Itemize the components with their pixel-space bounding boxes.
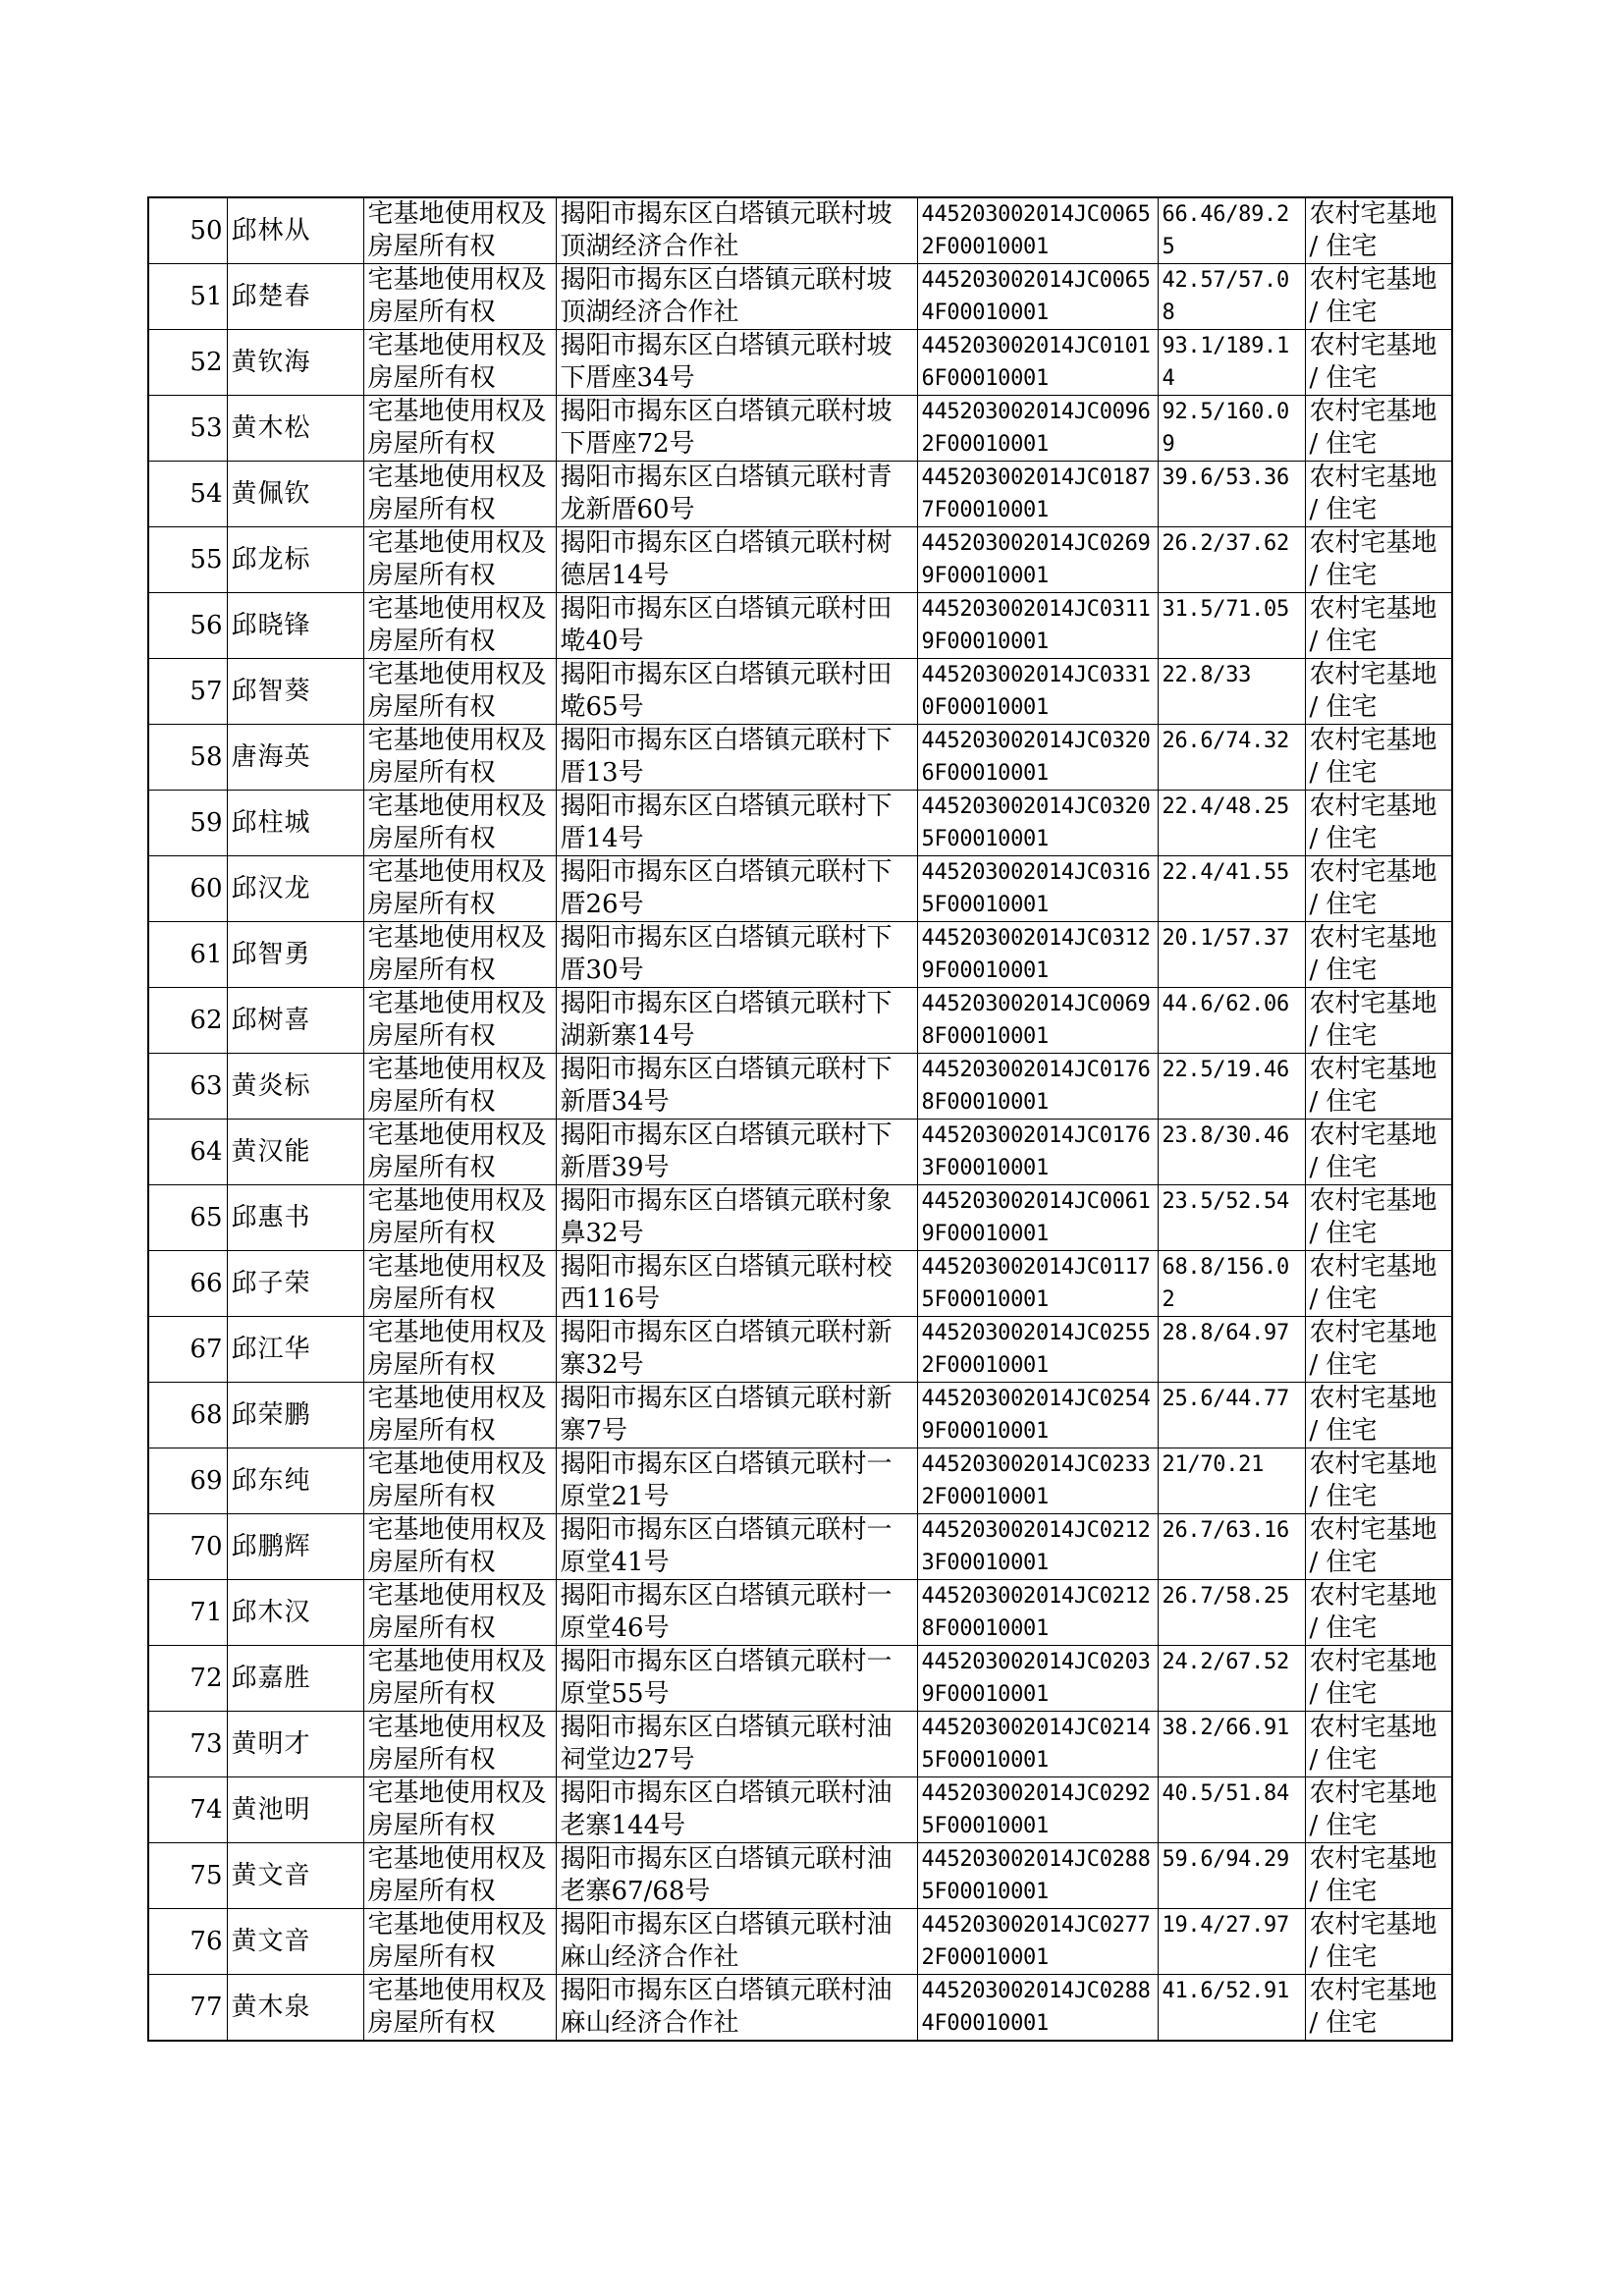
owner-name: 唐海英	[227, 725, 363, 791]
land-usage: 农村宅基地 / 住宅	[1305, 1909, 1452, 1975]
land-usage: 农村宅基地 / 住宅	[1305, 330, 1452, 396]
row-number: 64	[148, 1120, 227, 1185]
owner-name: 黄明才	[227, 1712, 363, 1777]
right-type: 宅基地使用权及房屋所有权	[363, 1843, 556, 1909]
certificate-number: 445203002014JC03206F00010001	[917, 725, 1158, 791]
table-body	[148, 197, 1452, 2041]
table-row	[148, 1777, 1452, 1843]
land-usage: 农村宅基地 / 住宅	[1305, 1843, 1452, 1909]
land-usage: 农村宅基地 / 住宅	[1305, 1054, 1452, 1120]
property-address: 揭阳市揭东区白塔镇元联村树德居14号	[556, 527, 917, 593]
certificate-number: 445203002014JC01016F00010001	[917, 330, 1158, 396]
right-type: 宅基地使用权及房屋所有权	[363, 1514, 556, 1580]
owner-name: 黄文音	[227, 1909, 363, 1975]
table-row	[148, 725, 1452, 791]
property-address: 揭阳市揭东区白塔镇元联村一原堂21号	[556, 1448, 917, 1514]
row-number: 65	[148, 1185, 227, 1251]
right-type: 宅基地使用权及房屋所有权	[363, 1909, 556, 1975]
owner-name: 邱江华	[227, 1317, 363, 1383]
registration-table	[147, 196, 1453, 2042]
certificate-number: 445203002014JC02549F00010001	[917, 1383, 1158, 1448]
table-row	[148, 1909, 1452, 1975]
land-usage: 农村宅基地 / 住宅	[1305, 1777, 1452, 1843]
owner-name: 邱龙标	[227, 527, 363, 593]
land-usage: 农村宅基地 / 住宅	[1305, 1448, 1452, 1514]
row-number: 60	[148, 856, 227, 922]
right-type: 宅基地使用权及房屋所有权	[363, 988, 556, 1054]
certificate-number: 445203002014JC02699F00010001	[917, 527, 1158, 593]
table-row	[148, 593, 1452, 659]
owner-name: 邱智勇	[227, 922, 363, 988]
owner-name: 黄汉能	[227, 1120, 363, 1185]
area-value: 26.7/58.25	[1158, 1580, 1305, 1646]
certificate-number: 445203002014JC00962F00010001	[917, 396, 1158, 462]
table-row	[148, 1843, 1452, 1909]
area-value: 39.6/53.36	[1158, 462, 1305, 527]
row-number: 56	[148, 593, 227, 659]
certificate-number: 445203002014JC02128F00010001	[917, 1580, 1158, 1646]
right-type: 宅基地使用权及房屋所有权	[363, 264, 556, 330]
table-row	[148, 791, 1452, 856]
property-address: 揭阳市揭东区白塔镇元联村象鼻32号	[556, 1185, 917, 1251]
table-row	[148, 1120, 1452, 1185]
certificate-number: 445203002014JC03129F00010001	[917, 922, 1158, 988]
owner-name: 邱子荣	[227, 1251, 363, 1317]
owner-name: 邱荣鹏	[227, 1383, 363, 1448]
land-usage: 农村宅基地 / 住宅	[1305, 462, 1452, 527]
row-number: 51	[148, 264, 227, 330]
owner-name: 黄木泉	[227, 1975, 363, 2042]
property-address: 揭阳市揭东区白塔镇元联村下厝30号	[556, 922, 917, 988]
property-address: 揭阳市揭东区白塔镇元联村油麻山经济合作社	[556, 1975, 917, 2042]
certificate-number: 445203002014JC02123F00010001	[917, 1514, 1158, 1580]
right-type: 宅基地使用权及房屋所有权	[363, 396, 556, 462]
table-row	[148, 527, 1452, 593]
property-address: 揭阳市揭东区白塔镇元联村坡顶湖经济合作社	[556, 264, 917, 330]
certificate-number: 445203002014JC00652F00010001	[917, 197, 1158, 264]
property-address: 揭阳市揭东区白塔镇元联村下湖新寨14号	[556, 988, 917, 1054]
right-type: 宅基地使用权及房屋所有权	[363, 725, 556, 791]
land-usage: 农村宅基地 / 住宅	[1305, 791, 1452, 856]
certificate-number: 445203002014JC00619F00010001	[917, 1185, 1158, 1251]
area-value: 59.6/94.29	[1158, 1843, 1305, 1909]
row-number: 59	[148, 791, 227, 856]
table-row	[148, 1251, 1452, 1317]
row-number: 58	[148, 725, 227, 791]
table-row	[148, 922, 1452, 988]
owner-name: 黄池明	[227, 1777, 363, 1843]
owner-name: 黄炎标	[227, 1054, 363, 1120]
table-row	[148, 1185, 1452, 1251]
area-value: 26.7/63.16	[1158, 1514, 1305, 1580]
right-type: 宅基地使用权及房屋所有权	[363, 1185, 556, 1251]
certificate-number: 445203002014JC03310F00010001	[917, 659, 1158, 725]
area-value: 23.5/52.54	[1158, 1185, 1305, 1251]
row-number: 66	[148, 1251, 227, 1317]
area-value: 22.5/19.46	[1158, 1054, 1305, 1120]
right-type: 宅基地使用权及房屋所有权	[363, 791, 556, 856]
row-number: 75	[148, 1843, 227, 1909]
area-value: 26.6/74.32	[1158, 725, 1305, 791]
row-number: 62	[148, 988, 227, 1054]
area-value: 38.2/66.91	[1158, 1712, 1305, 1777]
row-number: 61	[148, 922, 227, 988]
right-type: 宅基地使用权及房屋所有权	[363, 462, 556, 527]
table-row	[148, 1646, 1452, 1712]
area-value: 93.1/189.14	[1158, 330, 1305, 396]
owner-name: 邱嘉胜	[227, 1646, 363, 1712]
land-usage: 农村宅基地 / 住宅	[1305, 264, 1452, 330]
right-type: 宅基地使用权及房屋所有权	[363, 1975, 556, 2042]
certificate-number: 445203002014JC03119F00010001	[917, 593, 1158, 659]
certificate-number: 445203002014JC00698F00010001	[917, 988, 1158, 1054]
land-usage: 农村宅基地 / 住宅	[1305, 1975, 1452, 2042]
certificate-number: 445203002014JC02145F00010001	[917, 1712, 1158, 1777]
table-row	[148, 988, 1452, 1054]
row-number: 52	[148, 330, 227, 396]
land-usage: 农村宅基地 / 住宅	[1305, 922, 1452, 988]
table-row	[148, 264, 1452, 330]
right-type: 宅基地使用权及房屋所有权	[363, 197, 556, 264]
property-address: 揭阳市揭东区白塔镇元联村油祠堂边27号	[556, 1712, 917, 1777]
table-row	[148, 1317, 1452, 1383]
table-row	[148, 1712, 1452, 1777]
row-number: 73	[148, 1712, 227, 1777]
property-address: 揭阳市揭东区白塔镇元联村一原堂41号	[556, 1514, 917, 1580]
area-value: 24.2/67.52	[1158, 1646, 1305, 1712]
owner-name: 黄文音	[227, 1843, 363, 1909]
right-type: 宅基地使用权及房屋所有权	[363, 1646, 556, 1712]
area-value: 28.8/64.97	[1158, 1317, 1305, 1383]
area-value: 66.46/89.25	[1158, 197, 1305, 264]
row-number: 76	[148, 1909, 227, 1975]
right-type: 宅基地使用权及房屋所有权	[363, 330, 556, 396]
certificate-number: 445203002014JC01877F00010001	[917, 462, 1158, 527]
row-number: 55	[148, 527, 227, 593]
area-value: 20.1/57.37	[1158, 922, 1305, 988]
table-row	[148, 1580, 1452, 1646]
table-row	[148, 330, 1452, 396]
right-type: 宅基地使用权及房屋所有权	[363, 1580, 556, 1646]
row-number: 63	[148, 1054, 227, 1120]
land-usage: 农村宅基地 / 住宅	[1305, 1120, 1452, 1185]
property-address: 揭阳市揭东区白塔镇元联村新寨32号	[556, 1317, 917, 1383]
land-usage: 农村宅基地 / 住宅	[1305, 1251, 1452, 1317]
table-row	[148, 396, 1452, 462]
land-usage: 农村宅基地 / 住宅	[1305, 1712, 1452, 1777]
area-value: 23.8/30.46	[1158, 1120, 1305, 1185]
certificate-number: 445203002014JC02925F00010001	[917, 1777, 1158, 1843]
owner-name: 邱汉龙	[227, 856, 363, 922]
land-usage: 农村宅基地 / 住宅	[1305, 396, 1452, 462]
right-type: 宅基地使用权及房屋所有权	[363, 659, 556, 725]
property-address: 揭阳市揭东区白塔镇元联村下新厝34号	[556, 1054, 917, 1120]
land-usage: 农村宅基地 / 住宅	[1305, 1514, 1452, 1580]
certificate-number: 445203002014JC02332F00010001	[917, 1448, 1158, 1514]
right-type: 宅基地使用权及房屋所有权	[363, 1448, 556, 1514]
area-value: 22.8/33	[1158, 659, 1305, 725]
certificate-number: 445203002014JC03165F00010001	[917, 856, 1158, 922]
property-address: 揭阳市揭东区白塔镇元联村田墘65号	[556, 659, 917, 725]
right-type: 宅基地使用权及房屋所有权	[363, 593, 556, 659]
owner-name: 邱楚春	[227, 264, 363, 330]
owner-name: 邱东纯	[227, 1448, 363, 1514]
land-usage: 农村宅基地 / 住宅	[1305, 1317, 1452, 1383]
land-usage: 农村宅基地 / 住宅	[1305, 725, 1452, 791]
area-value: 40.5/51.84	[1158, 1777, 1305, 1843]
certificate-number: 445203002014JC01175F00010001	[917, 1251, 1158, 1317]
area-value: 42.57/57.08	[1158, 264, 1305, 330]
table-row	[148, 462, 1452, 527]
row-number: 77	[148, 1975, 227, 2042]
row-number: 54	[148, 462, 227, 527]
right-type: 宅基地使用权及房屋所有权	[363, 1120, 556, 1185]
table-row	[148, 1975, 1452, 2042]
land-usage: 农村宅基地 / 住宅	[1305, 856, 1452, 922]
property-address: 揭阳市揭东区白塔镇元联村下厝14号	[556, 791, 917, 856]
row-number: 67	[148, 1317, 227, 1383]
row-number: 70	[148, 1514, 227, 1580]
row-number: 72	[148, 1646, 227, 1712]
area-value: 19.4/27.97	[1158, 1909, 1305, 1975]
land-usage: 农村宅基地 / 住宅	[1305, 659, 1452, 725]
land-usage: 农村宅基地 / 住宅	[1305, 197, 1452, 264]
owner-name: 邱柱城	[227, 791, 363, 856]
certificate-number: 445203002014JC02039F00010001	[917, 1646, 1158, 1712]
property-address: 揭阳市揭东区白塔镇元联村下厝26号	[556, 856, 917, 922]
area-value: 22.4/41.55	[1158, 856, 1305, 922]
land-usage: 农村宅基地 / 住宅	[1305, 988, 1452, 1054]
area-value: 21/70.21	[1158, 1448, 1305, 1514]
row-number: 74	[148, 1777, 227, 1843]
property-address: 揭阳市揭东区白塔镇元联村油老寨144号	[556, 1777, 917, 1843]
property-address: 揭阳市揭东区白塔镇元联村坡下厝座34号	[556, 330, 917, 396]
property-address: 揭阳市揭东区白塔镇元联村坡顶湖经济合作社	[556, 197, 917, 264]
row-number: 69	[148, 1448, 227, 1514]
property-address: 揭阳市揭东区白塔镇元联村新寨7号	[556, 1383, 917, 1448]
table-row	[148, 659, 1452, 725]
property-address: 揭阳市揭东区白塔镇元联村一原堂55号	[556, 1646, 917, 1712]
land-usage: 农村宅基地 / 住宅	[1305, 1185, 1452, 1251]
property-address: 揭阳市揭东区白塔镇元联村下新厝39号	[556, 1120, 917, 1185]
property-address: 揭阳市揭东区白塔镇元联村田墘40号	[556, 593, 917, 659]
certificate-number: 445203002014JC03205F00010001	[917, 791, 1158, 856]
area-value: 41.6/52.91	[1158, 1975, 1305, 2042]
table-row	[148, 1054, 1452, 1120]
land-usage: 农村宅基地 / 住宅	[1305, 1646, 1452, 1712]
owner-name: 黄佩钦	[227, 462, 363, 527]
row-number: 57	[148, 659, 227, 725]
property-address: 揭阳市揭东区白塔镇元联村青龙新厝60号	[556, 462, 917, 527]
area-value: 26.2/37.62	[1158, 527, 1305, 593]
row-number: 71	[148, 1580, 227, 1646]
owner-name: 邱林从	[227, 197, 363, 264]
property-address: 揭阳市揭东区白塔镇元联村坡下厝座72号	[556, 396, 917, 462]
table-row	[148, 1448, 1452, 1514]
land-usage: 农村宅基地 / 住宅	[1305, 593, 1452, 659]
right-type: 宅基地使用权及房屋所有权	[363, 1054, 556, 1120]
row-number: 50	[148, 197, 227, 264]
row-number: 53	[148, 396, 227, 462]
property-address: 揭阳市揭东区白塔镇元联村油老寨67/68号	[556, 1843, 917, 1909]
table-row	[148, 856, 1452, 922]
owner-name: 邱木汉	[227, 1580, 363, 1646]
land-usage: 农村宅基地 / 住宅	[1305, 527, 1452, 593]
land-usage: 农村宅基地 / 住宅	[1305, 1383, 1452, 1448]
property-address: 揭阳市揭东区白塔镇元联村一原堂46号	[556, 1580, 917, 1646]
owner-name: 邱智葵	[227, 659, 363, 725]
area-value: 44.6/62.06	[1158, 988, 1305, 1054]
right-type: 宅基地使用权及房屋所有权	[363, 1777, 556, 1843]
right-type: 宅基地使用权及房屋所有权	[363, 527, 556, 593]
owner-name: 邱惠书	[227, 1185, 363, 1251]
area-value: 92.5/160.09	[1158, 396, 1305, 462]
right-type: 宅基地使用权及房屋所有权	[363, 1383, 556, 1448]
right-type: 宅基地使用权及房屋所有权	[363, 1317, 556, 1383]
right-type: 宅基地使用权及房屋所有权	[363, 1712, 556, 1777]
certificate-number: 445203002014JC01763F00010001	[917, 1120, 1158, 1185]
owner-name: 黄木松	[227, 396, 363, 462]
row-number: 68	[148, 1383, 227, 1448]
area-value: 68.8/156.02	[1158, 1251, 1305, 1317]
right-type: 宅基地使用权及房屋所有权	[363, 1251, 556, 1317]
property-address: 揭阳市揭东区白塔镇元联村油麻山经济合作社	[556, 1909, 917, 1975]
owner-name: 黄钦海	[227, 330, 363, 396]
certificate-number: 445203002014JC02885F00010001	[917, 1843, 1158, 1909]
certificate-number: 445203002014JC02884F00010001	[917, 1975, 1158, 2042]
land-usage: 农村宅基地 / 住宅	[1305, 1580, 1452, 1646]
property-address: 揭阳市揭东区白塔镇元联村校西116号	[556, 1251, 917, 1317]
area-value: 22.4/48.25	[1158, 791, 1305, 856]
certificate-number: 445203002014JC02552F00010001	[917, 1317, 1158, 1383]
area-value: 25.6/44.77	[1158, 1383, 1305, 1448]
right-type: 宅基地使用权及房屋所有权	[363, 856, 556, 922]
owner-name: 邱鹏辉	[227, 1514, 363, 1580]
table-row	[148, 1383, 1452, 1448]
area-value: 31.5/71.05	[1158, 593, 1305, 659]
certificate-number: 445203002014JC02772F00010001	[917, 1909, 1158, 1975]
certificate-number: 445203002014JC01768F00010001	[917, 1054, 1158, 1120]
table-row	[148, 197, 1452, 264]
owner-name: 邱晓锋	[227, 593, 363, 659]
property-address: 揭阳市揭东区白塔镇元联村下厝13号	[556, 725, 917, 791]
certificate-number: 445203002014JC00654F00010001	[917, 264, 1158, 330]
right-type: 宅基地使用权及房屋所有权	[363, 922, 556, 988]
owner-name: 邱树喜	[227, 988, 363, 1054]
table-row	[148, 1514, 1452, 1580]
